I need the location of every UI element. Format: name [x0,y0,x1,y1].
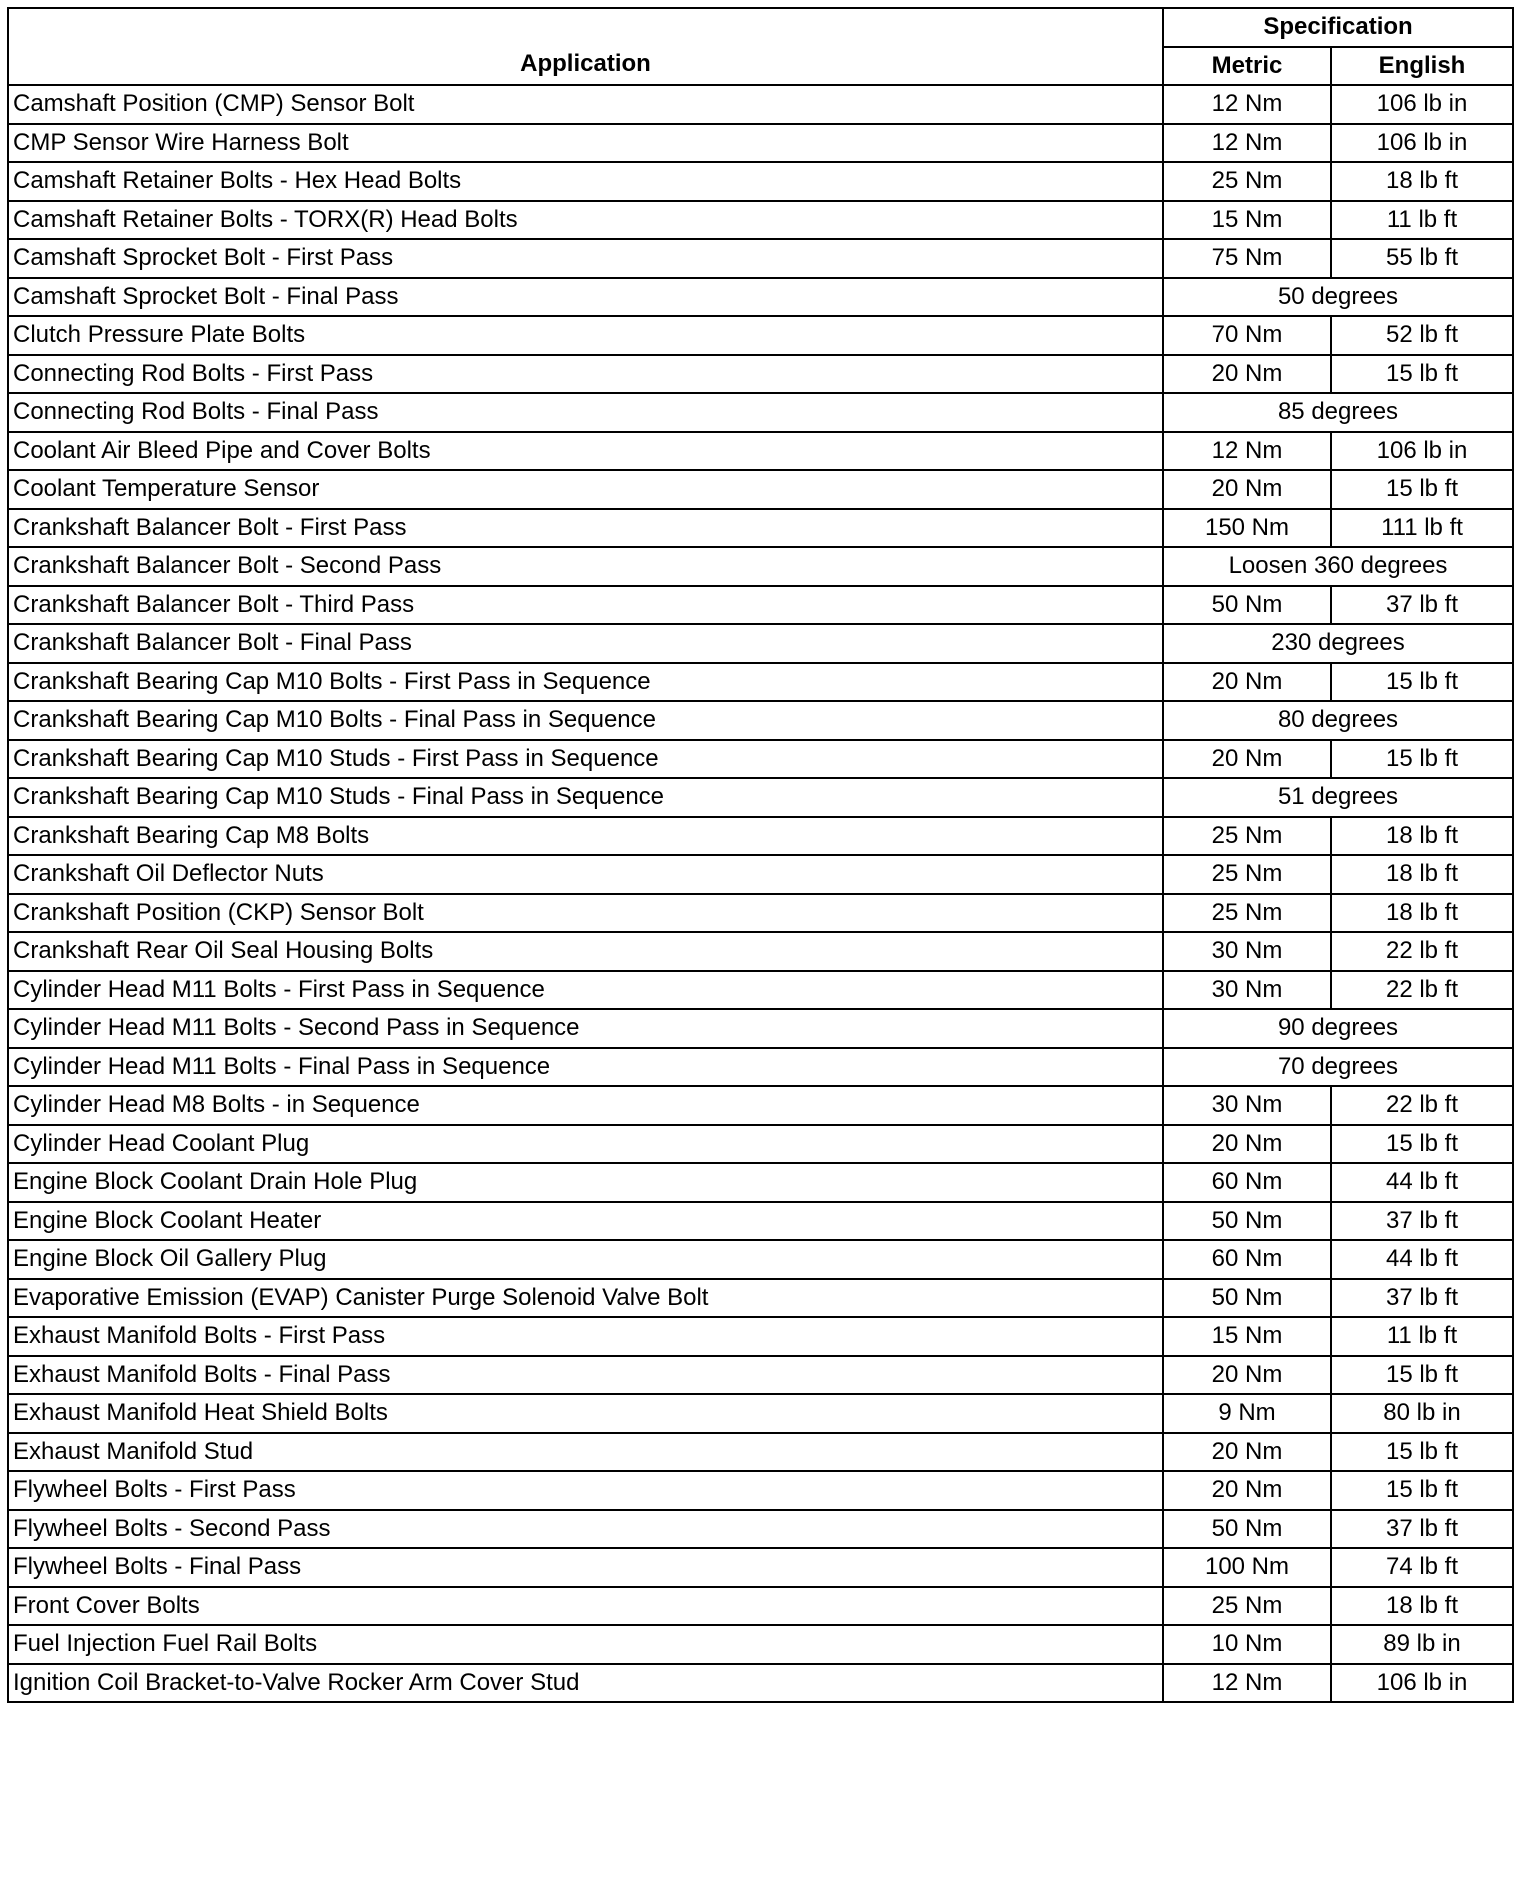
metric-cell: 20 Nm [1163,1356,1331,1395]
english-cell: 22 lb ft [1331,1086,1513,1125]
table-row [8,1356,1513,1395]
metric-cell: 100 Nm [1163,1548,1331,1587]
metric-cell: 50 Nm [1163,1279,1331,1318]
combined-spec-cell: 51 degrees [1163,778,1513,817]
metric-cell: 25 Nm [1163,162,1331,201]
application-cell: Clutch Pressure Plate Bolts [8,316,1163,355]
table-row [8,278,1513,317]
metric-cell: 60 Nm [1163,1163,1331,1202]
table-body [8,85,1513,1702]
english-cell: 37 lb ft [1331,586,1513,625]
table-row [8,124,1513,163]
english-cell: 106 lb in [1331,85,1513,124]
table-row [8,1202,1513,1241]
table-row [8,85,1513,124]
english-cell: 22 lb ft [1331,971,1513,1010]
application-cell: Exhaust Manifold Heat Shield Bolts [8,1394,1163,1433]
table-row [8,316,1513,355]
header-english: English [1331,47,1513,86]
application-cell: Connecting Rod Bolts - Final Pass [8,393,1163,432]
metric-cell: 30 Nm [1163,932,1331,971]
english-cell: 37 lb ft [1331,1510,1513,1549]
table-row [8,778,1513,817]
metric-cell: 12 Nm [1163,124,1331,163]
header-application: Application [8,8,1163,85]
table-row [8,932,1513,971]
english-cell: 11 lb ft [1331,201,1513,240]
english-cell: 15 lb ft [1331,1471,1513,1510]
application-cell: Crankshaft Bearing Cap M10 Studs - First Pass in Sequence [8,740,1163,779]
application-cell: Connecting Rod Bolts - First Pass [8,355,1163,394]
metric-cell: 50 Nm [1163,586,1331,625]
application-cell: Cylinder Head M11 Bolts - First Pass in Sequence [8,971,1163,1010]
english-cell: 22 lb ft [1331,932,1513,971]
table-row [8,1625,1513,1664]
application-cell: Front Cover Bolts [8,1587,1163,1626]
application-cell: Crankshaft Bearing Cap M10 Bolts - First Pass in Sequence [8,663,1163,702]
application-cell: Camshaft Sprocket Bolt - Final Pass [8,278,1163,317]
metric-cell: 25 Nm [1163,855,1331,894]
table-row [8,1510,1513,1549]
application-cell: Flywheel Bolts - Final Pass [8,1548,1163,1587]
application-cell: Flywheel Bolts - First Pass [8,1471,1163,1510]
english-cell: 106 lb in [1331,432,1513,471]
application-cell: Camshaft Retainer Bolts - TORX(R) Head Bolts [8,201,1163,240]
english-cell: 18 lb ft [1331,1587,1513,1626]
metric-cell: 20 Nm [1163,663,1331,702]
application-cell: Cylinder Head Coolant Plug [8,1125,1163,1164]
metric-cell: 60 Nm [1163,1240,1331,1279]
metric-cell: 15 Nm [1163,1317,1331,1356]
metric-cell: 20 Nm [1163,1471,1331,1510]
table-row [8,239,1513,278]
english-cell: 15 lb ft [1331,1356,1513,1395]
application-cell: Camshaft Retainer Bolts - Hex Head Bolts [8,162,1163,201]
metric-cell: 70 Nm [1163,316,1331,355]
english-cell: 89 lb in [1331,1625,1513,1664]
table-row [8,432,1513,471]
table-row [8,663,1513,702]
table-row [8,1548,1513,1587]
table-row [8,740,1513,779]
metric-cell: 25 Nm [1163,1587,1331,1626]
english-cell: 15 lb ft [1331,740,1513,779]
application-cell: Cylinder Head M11 Bolts - Second Pass in Sequence [8,1009,1163,1048]
combined-spec-cell: 70 degrees [1163,1048,1513,1087]
metric-cell: 12 Nm [1163,85,1331,124]
application-cell: Coolant Temperature Sensor [8,470,1163,509]
header-specification: Specification [1163,8,1513,47]
english-cell: 11 lb ft [1331,1317,1513,1356]
application-cell: Ignition Coil Bracket-to-Valve Rocker Arm Cover Stud [8,1664,1163,1703]
table-row [8,1394,1513,1433]
application-cell: CMP Sensor Wire Harness Bolt [8,124,1163,163]
metric-cell: 150 Nm [1163,509,1331,548]
english-cell: 15 lb ft [1331,1125,1513,1164]
english-cell: 18 lb ft [1331,162,1513,201]
english-cell: 80 lb in [1331,1394,1513,1433]
combined-spec-cell: 85 degrees [1163,393,1513,432]
application-cell: Coolant Air Bleed Pipe and Cover Bolts [8,432,1163,471]
table-row [8,624,1513,663]
application-cell: Flywheel Bolts - Second Pass [8,1510,1163,1549]
table-row [8,1048,1513,1087]
application-cell: Crankshaft Position (CKP) Sensor Bolt [8,894,1163,933]
header-row [8,8,1513,47]
table-row [8,855,1513,894]
english-cell: 106 lb in [1331,1664,1513,1703]
table-row [8,547,1513,586]
metric-cell: 30 Nm [1163,971,1331,1010]
table-row [8,1433,1513,1472]
metric-cell: 20 Nm [1163,355,1331,394]
english-cell: 15 lb ft [1331,355,1513,394]
english-cell: 18 lb ft [1331,855,1513,894]
metric-cell: 15 Nm [1163,201,1331,240]
table-row [8,393,1513,432]
english-cell: 106 lb in [1331,124,1513,163]
metric-cell: 20 Nm [1163,1433,1331,1472]
application-cell: Crankshaft Balancer Bolt - Third Pass [8,586,1163,625]
application-cell: Crankshaft Rear Oil Seal Housing Bolts [8,932,1163,971]
application-cell: Engine Block Coolant Drain Hole Plug [8,1163,1163,1202]
table-row [8,1125,1513,1164]
application-cell: Crankshaft Bearing Cap M8 Bolts [8,817,1163,856]
application-cell: Crankshaft Balancer Bolt - First Pass [8,509,1163,548]
application-cell: Engine Block Coolant Heater [8,1202,1163,1241]
english-cell: 37 lb ft [1331,1202,1513,1241]
application-cell: Cylinder Head M8 Bolts - in Sequence [8,1086,1163,1125]
english-cell: 52 lb ft [1331,316,1513,355]
combined-spec-cell: 50 degrees [1163,278,1513,317]
table-row [8,201,1513,240]
table-row [8,1664,1513,1703]
english-cell: 44 lb ft [1331,1240,1513,1279]
table-row [8,1086,1513,1125]
application-cell: Exhaust Manifold Bolts - Final Pass [8,1356,1163,1395]
english-cell: 18 lb ft [1331,894,1513,933]
metric-cell: 25 Nm [1163,894,1331,933]
metric-cell: 50 Nm [1163,1510,1331,1549]
table-row [8,1163,1513,1202]
english-cell: 15 lb ft [1331,663,1513,702]
metric-cell: 50 Nm [1163,1202,1331,1241]
application-cell: Fuel Injection Fuel Rail Bolts [8,1625,1163,1664]
metric-cell: 25 Nm [1163,817,1331,856]
table-row [8,1317,1513,1356]
application-cell: Exhaust Manifold Bolts - First Pass [8,1317,1163,1356]
metric-cell: 20 Nm [1163,740,1331,779]
application-cell: Crankshaft Balancer Bolt - Final Pass [8,624,1163,663]
application-cell: Crankshaft Bearing Cap M10 Bolts - Final Pass in Sequence [8,701,1163,740]
english-cell: 74 lb ft [1331,1548,1513,1587]
table-row [8,586,1513,625]
english-cell: 37 lb ft [1331,1279,1513,1318]
table-row [8,817,1513,856]
application-cell: Cylinder Head M11 Bolts - Final Pass in Sequence [8,1048,1163,1087]
english-cell: 15 lb ft [1331,470,1513,509]
application-cell: Crankshaft Bearing Cap M10 Studs - Final Pass in Sequence [8,778,1163,817]
table-row [8,1471,1513,1510]
english-cell: 55 lb ft [1331,239,1513,278]
metric-cell: 10 Nm [1163,1625,1331,1664]
metric-cell: 12 Nm [1163,432,1331,471]
application-cell: Exhaust Manifold Stud [8,1433,1163,1472]
table-row [8,894,1513,933]
application-cell: Camshaft Position (CMP) Sensor Bolt [8,85,1163,124]
application-cell: Crankshaft Oil Deflector Nuts [8,855,1163,894]
combined-spec-cell: 230 degrees [1163,624,1513,663]
table-row [8,355,1513,394]
application-cell: Evaporative Emission (EVAP) Canister Purge Solenoid Valve Bolt [8,1279,1163,1318]
english-cell: 15 lb ft [1331,1433,1513,1472]
english-cell: 111 lb ft [1331,509,1513,548]
application-cell: Crankshaft Balancer Bolt - Second Pass [8,547,1163,586]
table-row [8,1240,1513,1279]
table-row [8,1009,1513,1048]
table-row [8,509,1513,548]
combined-spec-cell: 80 degrees [1163,701,1513,740]
table-row [8,1587,1513,1626]
english-cell: 18 lb ft [1331,817,1513,856]
combined-spec-cell: Loosen 360 degrees [1163,547,1513,586]
table-row [8,971,1513,1010]
metric-cell: 30 Nm [1163,1086,1331,1125]
application-cell: Camshaft Sprocket Bolt - First Pass [8,239,1163,278]
metric-cell: 9 Nm [1163,1394,1331,1433]
english-cell: 44 lb ft [1331,1163,1513,1202]
metric-cell: 75 Nm [1163,239,1331,278]
metric-cell: 20 Nm [1163,1125,1331,1164]
metric-cell: 20 Nm [1163,470,1331,509]
torque-spec-table [7,7,1514,1703]
table-row [8,470,1513,509]
header-metric: Metric [1163,47,1331,86]
table-row [8,701,1513,740]
combined-spec-cell: 90 degrees [1163,1009,1513,1048]
table-row [8,162,1513,201]
metric-cell: 12 Nm [1163,1664,1331,1703]
table-row [8,1279,1513,1318]
application-cell: Engine Block Oil Gallery Plug [8,1240,1163,1279]
